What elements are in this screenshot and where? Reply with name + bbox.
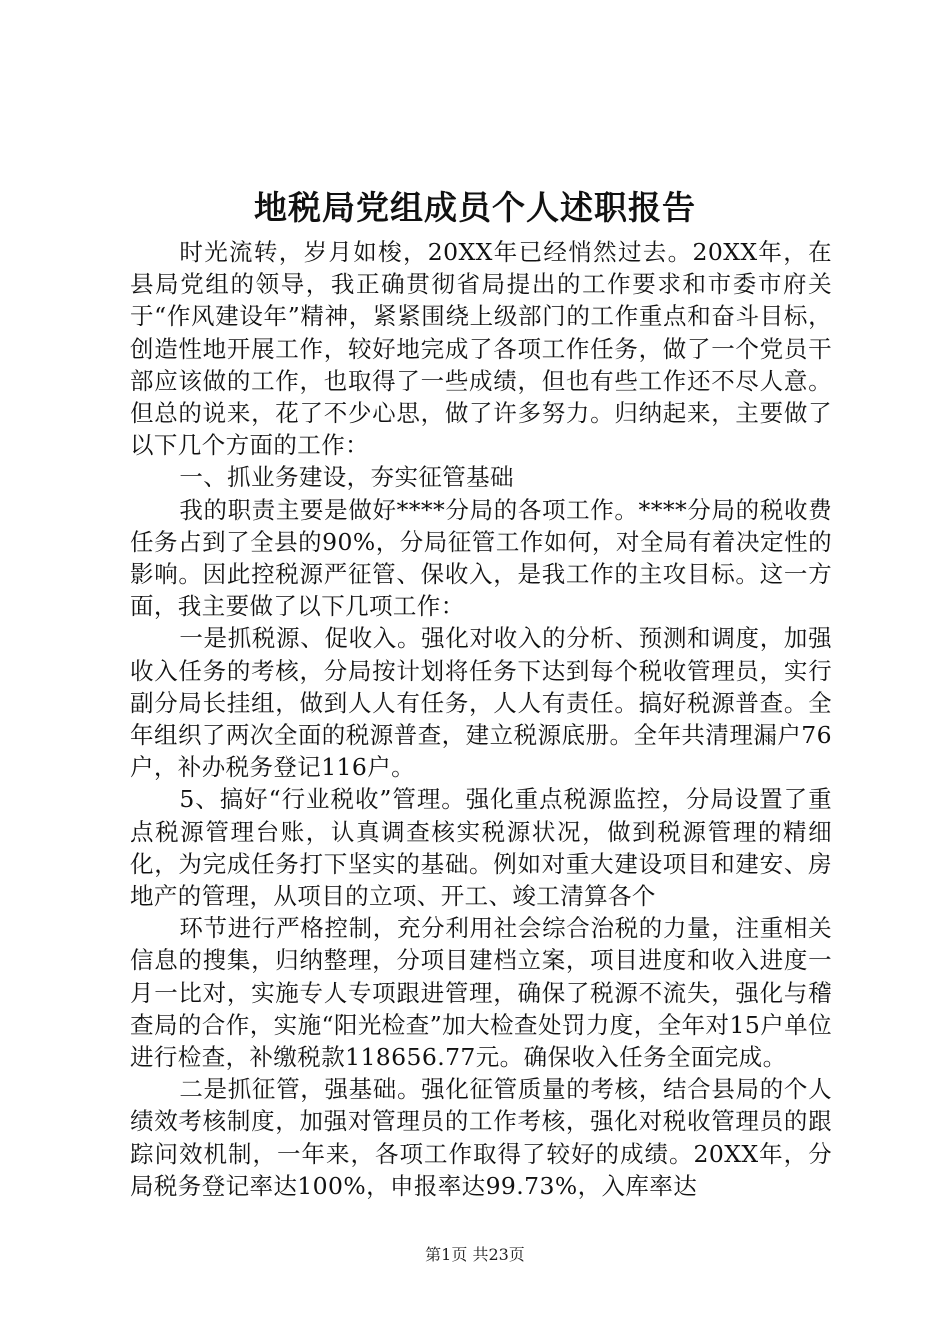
paragraph-collection: 二是抓征管，强基础。强化征管质量的考核，结合县局的个人绩效考核制度，加强对管理员的工作考核，强化对税收管理员的跟踪问效机制，一年来，各项工作取得了较好的成绩。20XX年，分局税务登记率达100%，申报率达99.73%，入库率达 [130, 1075, 832, 1200]
paragraph-duties: 我的职责主要是做好****分局的各项工作。****分局的税收费任务占到了全县的90%，分局征管工作如何，对全局有着决定性的影响。因此控税源严征管、保收入，是我工作的主攻目标。这一方面，我主要做了以下几项工作： [130, 495, 832, 621]
section-heading-1: 一、抓业务建设，夯实征管基础 [179, 463, 514, 492]
document-title: 地税局党组成员个人述职报告 [254, 188, 696, 227]
paragraph-tax-source: 一是抓税源、促收入。强化对收入的分析、预测和调度，加强收入任务的考核，分局按计划将任务下达到每个税收管理员，实行副分局长挂组，做到人人有任务，人人有责任。搞好税源普查。全年组织了两次全面的税源普查，建立税源底册。全年共清理漏户76户，补办税务登记116户。 [130, 624, 832, 782]
paragraph-control: 环节进行严格控制，充分利用社会综合治税的力量，注重相关信息的搜集，归纳整理，分项目建档立案，项目进度和收入进度一月一比对，实施专人专项跟进管理，确保了税源不流失，强化与稽查局的合作，实施“阳光检查”加大检查处罚力度，全年对15户单位进行检查，补缴税款118656.77元。确保收入任务全面完成。 [130, 914, 832, 1072]
document-body [130, 236, 832, 1202]
paragraph-intro: 时光流转，岁月如梭，20XX年已经悄然过去。20XX年，在县局党组的领导，我正确贯彻省局提出的工作要求和市委市府关于“作风建设年”精神，紧紧围绕上级部门的工作重点和奋斗目标，创造性地开展工作，较好地完成了各项工作任务，做了一个党员干部应该做的工作，也取得了一些成绩，但也有些工作还不尽人意。但总的说来，花了不少心思，做了许多努力。归纳起来，主要做了以下几个方面的工作： [130, 238, 832, 460]
page-footer: 第1页 共23页 [425, 1245, 525, 1264]
paragraph-industry-tax: 5、搞好“行业税收”管理。强化重点税源监控，分局设置了重点税源管理台账，认真调查核实税源状况，做到税源管理的精细化，为完成任务打下坚实的基础。例如对重大建设项目和建安、房地产的管理，从项目的立项、开工、竣工清算各个 [130, 785, 832, 911]
